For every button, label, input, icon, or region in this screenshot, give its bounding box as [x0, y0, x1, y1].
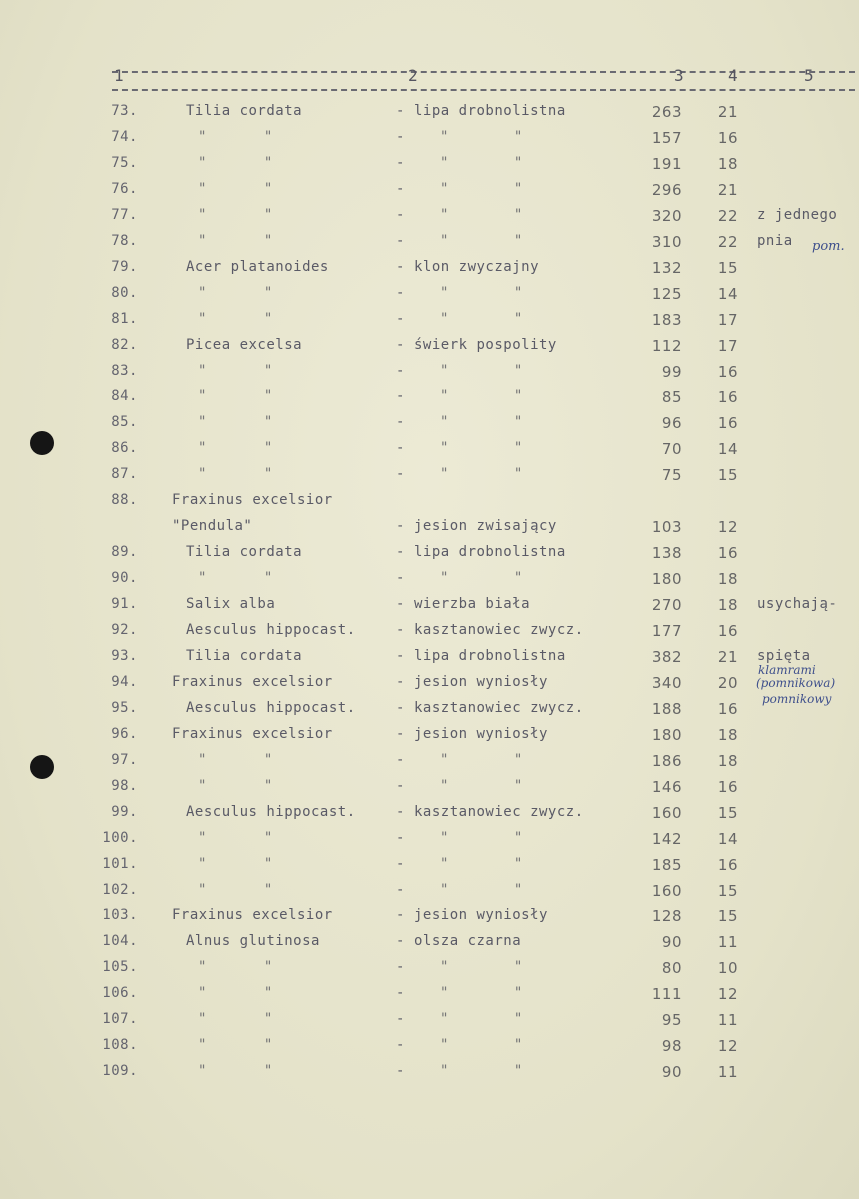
dash: - — [396, 181, 405, 197]
dash: - — [396, 752, 405, 768]
table-row — [0, 907, 859, 931]
dash: - — [396, 233, 405, 249]
polish-name: lipa drobnolistna — [414, 103, 566, 119]
table-row — [0, 933, 859, 957]
latin-name: " " — [198, 440, 273, 456]
latin-name: Tilia cordata — [186, 544, 303, 560]
value-col4: 12 — [717, 1037, 738, 1055]
value-col4: 18 — [717, 596, 738, 614]
note-col5: usychają- — [757, 596, 838, 612]
value-col3: 112 — [651, 337, 682, 355]
latin-name: Salix alba — [186, 596, 276, 612]
value-col4: 17 — [717, 311, 738, 329]
latin-name: Aesculus hippocast. — [186, 804, 356, 820]
dash: - — [396, 103, 405, 119]
polish-name: " " — [440, 466, 523, 482]
value-col3: 138 — [651, 544, 682, 562]
polish-name: lipa drobnolistna — [414, 544, 566, 560]
dash: - — [396, 856, 405, 872]
dash: - — [396, 363, 405, 379]
polish-name: " " — [440, 414, 523, 430]
latin-name: Aesculus hippocast. — [186, 622, 356, 638]
polish-name: jesion wyniosły — [414, 907, 548, 923]
value-col4: 14 — [717, 830, 738, 848]
value-col4: 12 — [717, 985, 738, 1003]
table-row — [0, 414, 859, 438]
table-row — [0, 1063, 859, 1087]
value-col3: 263 — [651, 103, 682, 121]
value-col3: 157 — [651, 129, 682, 147]
value-col3: 310 — [651, 233, 682, 251]
dash: - — [396, 544, 405, 560]
value-col4: 15 — [717, 259, 738, 277]
value-col4: 16 — [717, 544, 738, 562]
polish-name: " " — [440, 181, 523, 197]
dash: - — [396, 622, 405, 638]
polish-name: " " — [440, 363, 523, 379]
value-col3: 80 — [661, 959, 682, 977]
table-row — [0, 882, 859, 906]
value-col3: 96 — [661, 414, 682, 432]
value-col4: 18 — [717, 726, 738, 744]
table-row — [0, 622, 859, 646]
row-number: 98. — [111, 778, 138, 794]
value-col3: 191 — [651, 155, 682, 173]
note-col5: pnia — [757, 233, 793, 249]
polish-name: " " — [440, 1063, 523, 1079]
value-col3: 90 — [661, 933, 682, 951]
value-col4: 16 — [717, 129, 738, 147]
value-col3: 70 — [661, 440, 682, 458]
row-number: 83. — [111, 363, 138, 379]
value-col4: 11 — [717, 1063, 738, 1081]
row-number: 91. — [111, 596, 138, 612]
row-number: 80. — [111, 285, 138, 301]
value-col4: 22 — [717, 233, 738, 251]
dash: - — [396, 726, 405, 742]
latin-name: " " — [198, 363, 273, 379]
dash: - — [396, 466, 405, 482]
table-row — [0, 103, 859, 127]
column-header-5: 5 — [804, 66, 814, 85]
row-number: 82. — [111, 337, 138, 353]
value-col4: 16 — [717, 856, 738, 874]
row-number: 84. — [111, 388, 138, 404]
value-col4: 21 — [717, 181, 738, 199]
row-number: 109. — [102, 1063, 138, 1079]
header-rule-top — [112, 71, 855, 73]
handwritten-note: klamrami — [758, 663, 816, 677]
dash: - — [396, 129, 405, 145]
dash: - — [396, 259, 405, 275]
latin-name: " " — [198, 570, 273, 586]
table-row — [0, 181, 859, 205]
table-row — [0, 311, 859, 335]
value-col3: 160 — [651, 882, 682, 900]
table-row — [0, 466, 859, 490]
polish-name: kasztanowiec zwycz. — [414, 804, 584, 820]
table-row — [0, 752, 859, 776]
latin-name: " " — [198, 856, 273, 872]
polish-name: " " — [440, 570, 523, 586]
table-row — [0, 856, 859, 880]
value-col3: 340 — [651, 674, 682, 692]
column-header-3: 3 — [674, 66, 684, 85]
row-number: 103. — [102, 907, 138, 923]
value-col3: 103 — [651, 518, 682, 536]
polish-name: " " — [440, 129, 523, 145]
value-col4: 12 — [717, 518, 738, 536]
polish-name: " " — [440, 778, 523, 794]
table-row — [0, 544, 859, 568]
polish-name: " " — [440, 285, 523, 301]
value-col3: 270 — [651, 596, 682, 614]
latin-name: Acer platanoides — [186, 259, 329, 275]
dash: - — [396, 648, 405, 664]
value-col3: 185 — [651, 856, 682, 874]
row-number: 87. — [111, 466, 138, 482]
polish-name: kasztanowiec zwycz. — [414, 622, 584, 638]
table-row — [0, 804, 859, 828]
column-header-2: 2 — [408, 66, 418, 85]
latin-name: " " — [198, 778, 273, 794]
table-row — [0, 259, 859, 283]
polish-name: " " — [440, 207, 523, 223]
polish-name: " " — [440, 830, 523, 846]
latin-name: " " — [198, 311, 273, 327]
row-number: 90. — [111, 570, 138, 586]
dash: - — [396, 700, 405, 716]
table-row — [0, 570, 859, 594]
latin-name: Picea excelsa — [186, 337, 303, 353]
value-col3: 95 — [661, 1011, 682, 1029]
latin-name: Fraxinus excelsior — [172, 907, 333, 923]
value-col3: 98 — [661, 1037, 682, 1055]
polish-name: " " — [440, 1037, 523, 1053]
value-col4: 21 — [717, 103, 738, 121]
latin-name: " " — [198, 985, 273, 1001]
latin-name: " " — [198, 233, 273, 249]
latin-name: " " — [198, 1011, 273, 1027]
value-col3: 90 — [661, 1063, 682, 1081]
dash: - — [396, 959, 405, 975]
latin-name: Tilia cordata — [186, 648, 303, 664]
value-col3: 183 — [651, 311, 682, 329]
table-row — [0, 440, 859, 464]
table-row — [0, 648, 859, 672]
value-col4: 22 — [717, 207, 738, 225]
dash: - — [396, 933, 405, 949]
value-col3: 180 — [651, 570, 682, 588]
latin-name: " " — [198, 129, 273, 145]
latin-name: " " — [198, 155, 273, 171]
row-number: 102. — [102, 882, 138, 898]
polish-name: " " — [440, 856, 523, 872]
polish-name: lipa drobnolistna — [414, 648, 566, 664]
value-col4: 16 — [717, 414, 738, 432]
latin-name: Fraxinus excelsior — [172, 726, 333, 742]
row-number: 94. — [111, 674, 138, 690]
handwritten-note: (pomnikowa) — [756, 676, 836, 690]
polish-name: jesion wyniosły — [414, 726, 548, 742]
row-number: 95. — [111, 700, 138, 716]
value-col4: 15 — [717, 804, 738, 822]
dash: - — [396, 985, 405, 1001]
value-col4: 16 — [717, 388, 738, 406]
polish-name: " " — [440, 311, 523, 327]
row-number: 74. — [111, 129, 138, 145]
value-col3: 125 — [651, 285, 682, 303]
latin-name: Tilia cordata — [186, 103, 303, 119]
row-number: 105. — [102, 959, 138, 975]
value-col3: 177 — [651, 622, 682, 640]
row-number: 76. — [111, 181, 138, 197]
value-col4: 14 — [717, 440, 738, 458]
table-row — [0, 959, 859, 983]
table-row — [0, 388, 859, 412]
dash: - — [396, 804, 405, 820]
row-number: 86. — [111, 440, 138, 456]
value-col4: 11 — [717, 933, 738, 951]
latin-name: " " — [198, 388, 273, 404]
value-col3: 85 — [661, 388, 682, 406]
latin-name: "Pendula" — [172, 518, 253, 534]
latin-name: Aesculus hippocast. — [186, 700, 356, 716]
handwritten-note: pom. — [812, 239, 845, 254]
polish-name: " " — [440, 882, 523, 898]
polish-name: " " — [440, 440, 523, 456]
value-col4: 15 — [717, 907, 738, 925]
table-row — [0, 985, 859, 1009]
value-col3: 382 — [651, 648, 682, 666]
row-number: 75. — [111, 155, 138, 171]
value-col4: 16 — [717, 622, 738, 640]
value-col3: 111 — [651, 985, 682, 1003]
latin-name: Fraxinus excelsior — [172, 492, 333, 508]
dash: - — [396, 207, 405, 223]
value-col3: 75 — [661, 466, 682, 484]
row-number: 97. — [111, 752, 138, 768]
note-col5: z jednego — [757, 207, 838, 223]
value-col3: 160 — [651, 804, 682, 822]
table-row — [0, 285, 859, 309]
dash: - — [396, 311, 405, 327]
latin-name: " " — [198, 882, 273, 898]
polish-name: olsza czarna — [414, 933, 522, 949]
dash: - — [396, 414, 405, 430]
value-col4: 18 — [717, 155, 738, 173]
row-number: 77. — [111, 207, 138, 223]
polish-name: świerk pospolity — [414, 337, 557, 353]
dash: - — [396, 155, 405, 171]
value-col4: 10 — [717, 959, 738, 977]
latin-name: " " — [198, 959, 273, 975]
row-number: 73. — [111, 103, 138, 119]
polish-name: wierzba biała — [414, 596, 531, 612]
table-row — [0, 207, 859, 231]
polish-name: " " — [440, 1011, 523, 1027]
dash: - — [396, 1063, 405, 1079]
table-row — [0, 1037, 859, 1061]
row-number: 78. — [111, 233, 138, 249]
table-row — [0, 233, 859, 257]
row-number: 92. — [111, 622, 138, 638]
table-row — [0, 492, 859, 516]
table-row — [0, 778, 859, 802]
value-col4: 21 — [717, 648, 738, 666]
dash: - — [396, 674, 405, 690]
table-row — [0, 700, 859, 724]
row-number: 89. — [111, 544, 138, 560]
value-col4: 14 — [717, 285, 738, 303]
table-row — [0, 129, 859, 153]
latin-name: " " — [198, 752, 273, 768]
row-number: 108. — [102, 1037, 138, 1053]
value-col3: 320 — [651, 207, 682, 225]
value-col3: 146 — [651, 778, 682, 796]
value-col4: 11 — [717, 1011, 738, 1029]
value-col3: 296 — [651, 181, 682, 199]
latin-name: " " — [198, 414, 273, 430]
handwritten-note: pomnikowy — [762, 692, 832, 706]
value-col4: 18 — [717, 570, 738, 588]
latin-name: " " — [198, 1063, 273, 1079]
dash: - — [396, 596, 405, 612]
dash: - — [396, 337, 405, 353]
row-number: 107. — [102, 1011, 138, 1027]
table-row — [0, 596, 859, 620]
row-number: 106. — [102, 985, 138, 1001]
row-number: 79. — [111, 259, 138, 275]
polish-name: " " — [440, 155, 523, 171]
table-row — [0, 726, 859, 750]
value-col4: 15 — [717, 466, 738, 484]
value-col4: 16 — [717, 700, 738, 718]
value-col3: 142 — [651, 830, 682, 848]
value-col4: 15 — [717, 882, 738, 900]
latin-name: Fraxinus excelsior — [172, 674, 333, 690]
note-col5: spięta — [757, 648, 811, 664]
value-col3: 188 — [651, 700, 682, 718]
value-col3: 186 — [651, 752, 682, 770]
polish-name: klon zwyczajny — [414, 259, 540, 275]
header-rule-bottom — [112, 89, 855, 91]
dash: - — [396, 778, 405, 794]
row-number: 85. — [111, 414, 138, 430]
table-row — [0, 518, 859, 542]
row-number: 104. — [102, 933, 138, 949]
value-col3: 180 — [651, 726, 682, 744]
table-row — [0, 363, 859, 387]
dash: - — [396, 882, 405, 898]
polish-name: jesion zwisający — [414, 518, 557, 534]
dash: - — [396, 1037, 405, 1053]
column-header-4: 4 — [728, 66, 738, 85]
latin-name: " " — [198, 830, 273, 846]
row-number: 99. — [111, 804, 138, 820]
dash: - — [396, 907, 405, 923]
table-row — [0, 155, 859, 179]
polish-name: jesion wyniosły — [414, 674, 548, 690]
value-col4: 20 — [717, 674, 738, 692]
row-number: 88. — [111, 492, 138, 508]
latin-name: " " — [198, 1037, 273, 1053]
row-number: 93. — [111, 648, 138, 664]
value-col4: 18 — [717, 752, 738, 770]
value-col4: 16 — [717, 363, 738, 381]
latin-name: " " — [198, 285, 273, 301]
latin-name: " " — [198, 181, 273, 197]
value-col3: 128 — [651, 907, 682, 925]
table-row — [0, 674, 859, 698]
polish-name: " " — [440, 985, 523, 1001]
value-col4: 17 — [717, 337, 738, 355]
table-row — [0, 1011, 859, 1035]
value-col3: 132 — [651, 259, 682, 277]
value-col4: 16 — [717, 778, 738, 796]
value-col3: 99 — [661, 363, 682, 381]
polish-name: " " — [440, 959, 523, 975]
dash: - — [396, 285, 405, 301]
polish-name: kasztanowiec zwycz. — [414, 700, 584, 716]
dash: - — [396, 1011, 405, 1027]
polish-name: " " — [440, 233, 523, 249]
latin-name: Alnus glutinosa — [186, 933, 320, 949]
latin-name: " " — [198, 466, 273, 482]
row-number: 81. — [111, 311, 138, 327]
dash: - — [396, 518, 405, 534]
row-number: 101. — [102, 856, 138, 872]
dash: - — [396, 830, 405, 846]
column-header-1: 1 — [114, 66, 124, 85]
dash: - — [396, 440, 405, 456]
row-number: 100. — [102, 830, 138, 846]
latin-name: " " — [198, 207, 273, 223]
table-row — [0, 830, 859, 854]
table-row — [0, 337, 859, 361]
dash: - — [396, 570, 405, 586]
polish-name: " " — [440, 752, 523, 768]
row-number: 96. — [111, 726, 138, 742]
dash: - — [396, 388, 405, 404]
polish-name: " " — [440, 388, 523, 404]
